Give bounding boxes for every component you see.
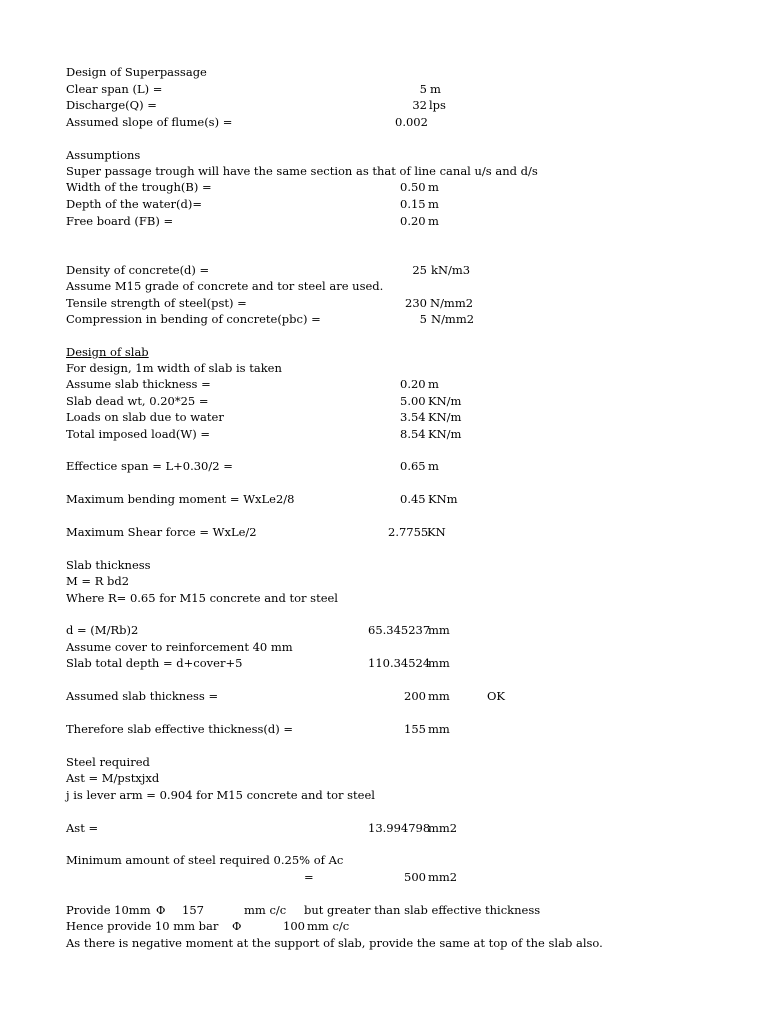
unit: KN/m [428,394,462,408]
label: Ast = [66,821,99,835]
unit: mm [428,722,450,736]
value: 0.20 [400,377,426,391]
value: 8.54 [400,427,426,441]
line-negative-moment [0,935,768,952]
value: 5 [419,312,427,326]
line-total-load [0,426,768,443]
text: Where R= 0.65 for M15 concrete and tor steel [66,591,338,605]
label: Width of the trough(B) = [66,180,212,194]
label: Effectice span = L+0.30/2 = [66,459,233,473]
unit: mm2 [428,821,458,835]
section-heading: Slab thickness [66,558,151,572]
value: 230 [405,296,427,310]
label: Provide 10mm [66,903,151,917]
section-heading: Design of slab [66,345,149,359]
unit: KN [427,525,446,539]
value: 65.345237 [368,623,431,637]
line-water-load [0,409,768,426]
line-slab-heading [0,344,768,361]
label: Hence provide 10 mm bar [66,919,219,933]
label: Minimum amount of steel required 0.25% of Ac [66,853,344,867]
label: Depth of the water(d)= [66,197,202,211]
section-heading: Assumptions [66,148,141,162]
value: 2.7755 [388,525,429,539]
line-ast-value [0,820,768,837]
value: 32 [412,98,427,112]
label: Assumed slab thickness = [66,689,219,703]
diameter-symbol-icon: Φ [232,919,242,933]
label: Slab total depth = d+cover+5 [66,656,243,670]
label: Loads on slab due to water [66,410,224,424]
unit: m [430,82,441,96]
label: Assume slab thickness = [66,377,211,391]
line-assumed-thickness [0,688,768,705]
label: Discharge(Q) = [66,98,157,112]
line-discharge [0,97,768,114]
line-free-board [0,213,768,230]
formula: M = R bd2 [66,574,130,588]
line-effective-span [0,458,768,475]
line-density [0,262,768,279]
unit: N/mm2 [430,296,474,310]
unit: N/mm2 [431,312,475,326]
label: Maximum Shear force = WxLe/2 [66,525,257,539]
line-cover [0,639,768,656]
text: Assume M15 grade of concrete and tor steel are used. [66,279,384,293]
label: Free board (FB) = [66,214,174,228]
unit: mm c/c [307,919,350,933]
label: Assumed slope of flume(s) = [66,115,233,129]
unit: mm [428,689,450,703]
unit: m [428,197,439,211]
note: but greater than slab effective thickness [304,903,541,917]
unit: mm2 [428,870,458,884]
equals-sign: = [304,870,314,884]
line-tensile-strength [0,295,768,312]
text: j is lever arm = 0.904 for M15 concrete and tor steel [66,788,375,802]
unit: KN/m [428,427,462,441]
line-hence-provide [0,918,768,935]
label: d = (M/Rb)2 [66,623,139,637]
line-min-steel [0,852,768,869]
unit: m [428,214,439,228]
value: 157 [182,903,204,917]
label: Therefore slab effective thickness(d) = [66,722,294,736]
value: 0.50 [400,180,426,194]
ok-note: OK [487,689,506,703]
value: 200 [404,689,426,703]
line-trough-width [0,179,768,196]
text: Super passage trough will have the same section as that of line canal u/s and d/s [66,164,538,178]
unit: mm c/c [244,903,287,917]
document-title: Design of Superpassage [66,65,207,79]
label: Compression in bending of concrete(pbc) = [66,312,321,326]
value: 13.994798 [368,821,431,835]
line-slab-width [0,360,768,377]
label: Density of concrete(d) = [66,263,210,277]
value: 0.45 [400,492,426,506]
unit: mm [428,623,450,637]
line-moment-formula [0,573,768,590]
line-slope [0,114,768,131]
text: Assume cover to reinforcement 40 mm [66,640,293,654]
unit: m [428,180,439,194]
line-assumption-text [0,163,768,180]
value: 25 [412,263,427,277]
value: 3.54 [400,410,426,424]
label: Total imposed load(W) = [66,427,211,441]
line-water-depth [0,196,768,213]
line-ast-formula [0,770,768,787]
value: 0.002 [395,115,428,129]
line-steel-heading [0,754,768,771]
value: 5.00 [400,394,426,408]
line-compression [0,311,768,328]
line-slab-thickness-heading [0,557,768,574]
label: Clear span (L) = [66,82,163,96]
line-grade [0,278,768,295]
value: 5 [419,82,427,96]
line-bending-moment [0,491,768,508]
unit: lps [429,98,446,112]
text: As there is negative moment at the support of slab, provide the same at top of the slab also. [66,936,603,950]
section-heading: Steel required [66,755,150,769]
label: Maximum bending moment = WxLe2/8 [66,492,295,506]
unit: KNm [428,492,458,506]
text: For design, 1m width of slab is taken [66,361,282,375]
line-clear-span [0,81,768,98]
line-title [0,64,768,81]
value: 110.34524 [368,656,431,670]
value: 500 [404,870,426,884]
line-shear-force [0,524,768,541]
unit: mm [428,656,450,670]
line-r-value [0,590,768,607]
value: 0.20 [400,214,426,228]
line-provide-bars [0,902,768,919]
value: 155 [404,722,426,736]
line-assumptions-heading [0,147,768,164]
line-effective-depth [0,622,768,639]
unit: KN/m [428,410,462,424]
value: 100 [283,919,305,933]
unit: kN/m3 [431,263,471,277]
value: 0.65 [400,459,426,473]
line-total-depth [0,655,768,672]
label: Slab dead wt, 0.20*25 = [66,394,209,408]
line-effective-thickness [0,721,768,738]
diameter-symbol-icon: Φ [156,903,166,917]
value: 0.15 [400,197,426,211]
line-lever-arm [0,787,768,804]
unit: m [428,459,439,473]
line-min-steel-value [0,869,768,886]
label: Tensile strength of steel(pst) = [66,296,247,310]
line-slab-thickness [0,376,768,393]
line-slab-dead-wt [0,393,768,410]
formula: Ast = M/pstxjxd [66,771,160,785]
unit: m [428,377,439,391]
